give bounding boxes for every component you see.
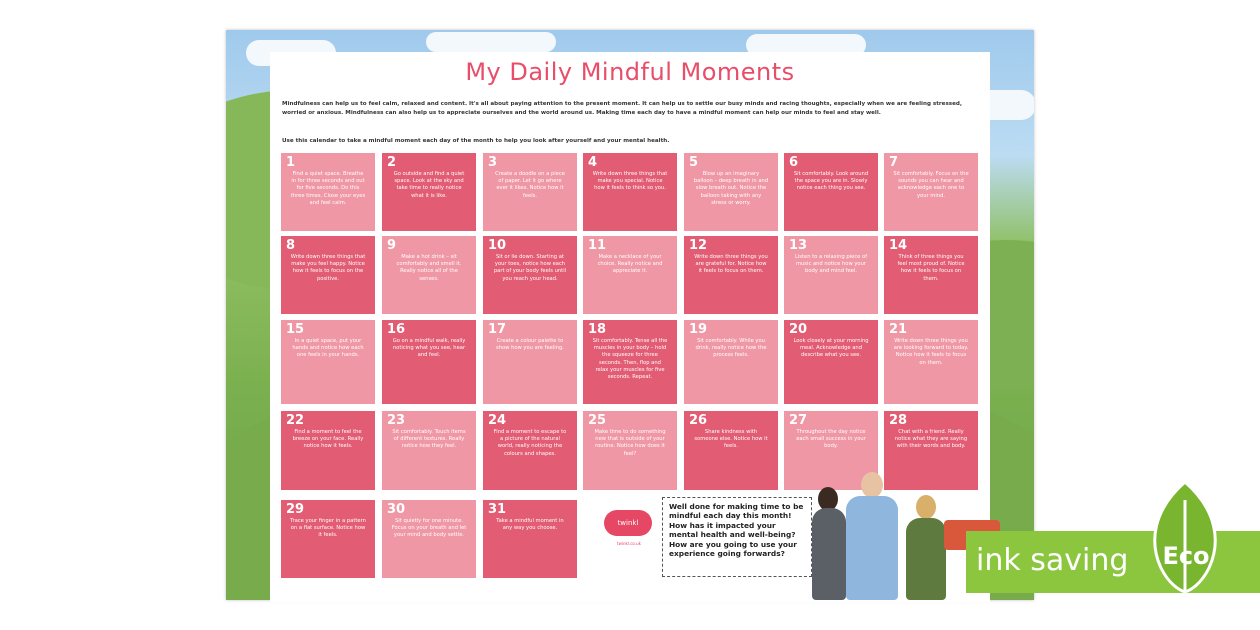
day-cell bbox=[784, 153, 878, 231]
day-cell bbox=[483, 500, 577, 578]
day-number: 1 bbox=[286, 155, 296, 170]
day-number: 30 bbox=[387, 502, 406, 517]
day-number: 17 bbox=[488, 322, 507, 337]
day-cell bbox=[784, 320, 878, 404]
brand-logo: twinkl bbox=[604, 510, 652, 536]
cloud bbox=[426, 32, 556, 52]
day-activity: Create a doodle on a piece of paper. Let it go where ever it likes. Notice how it feels. bbox=[495, 171, 565, 199]
day-number: 25 bbox=[588, 413, 607, 428]
day-cell bbox=[583, 411, 677, 490]
day-number: 13 bbox=[789, 238, 808, 253]
day-cell bbox=[483, 411, 577, 490]
day-number: 31 bbox=[488, 502, 507, 517]
day-number: 27 bbox=[789, 413, 808, 428]
day-activity: Sit comfortably. Focus on the sounds you can hear and acknowledge each one to your mind. bbox=[893, 171, 969, 199]
day-cell bbox=[884, 236, 978, 314]
brand-tagline: twinkl.co.uk bbox=[617, 541, 641, 546]
day-number: 8 bbox=[286, 238, 296, 253]
day-cell bbox=[684, 236, 778, 314]
person-head bbox=[861, 472, 883, 498]
day-number: 28 bbox=[889, 413, 908, 428]
day-cell bbox=[483, 153, 577, 231]
day-activity: Write down three things you are grateful for. Notice how it feels to focus on them. bbox=[694, 254, 768, 275]
day-activity: Find a quiet space. Breathe in for three seconds and out for five seconds. Do this three times. Close your eyes and feel calm. bbox=[290, 171, 366, 206]
day-cell bbox=[483, 320, 577, 404]
day-activity: Take a mindful moment in any way you choose. bbox=[496, 518, 564, 532]
day-number: 16 bbox=[387, 322, 406, 337]
day-cell bbox=[583, 153, 677, 231]
day-activity: Make a necklace of your choice. Really notice and appreciate it. bbox=[597, 254, 663, 275]
day-number: 18 bbox=[588, 322, 607, 337]
day-number: 12 bbox=[689, 238, 708, 253]
day-activity: Write down three things that make you special. Notice how it feels to think so you. bbox=[592, 171, 668, 192]
day-number: 26 bbox=[689, 413, 708, 428]
day-number: 15 bbox=[286, 322, 305, 337]
day-number: 9 bbox=[387, 238, 397, 253]
leaf-icon bbox=[1147, 480, 1223, 598]
day-cell bbox=[382, 500, 476, 578]
day-cell bbox=[382, 320, 476, 404]
eco-label: Eco bbox=[1162, 542, 1210, 570]
day-activity: Trace your finger in a pattern on a flat surface. Notice how it feels. bbox=[290, 518, 366, 539]
day-activity: Write down three things you are looking forward to today. Notice how it feels to focus on them. bbox=[893, 338, 969, 366]
ink-saving-text: ink saving bbox=[976, 543, 1129, 578]
day-cell bbox=[382, 411, 476, 490]
day-activity: Throughout the day notice each small success in your body. bbox=[796, 429, 866, 450]
day-cell bbox=[281, 411, 375, 490]
day-activity: Go on a mindful walk, really noticing what you see, hear and feel. bbox=[392, 338, 466, 359]
day-activity: Find a moment to escape to a picture of the natural world, really noticing the colours and shapes. bbox=[493, 429, 567, 457]
day-cell bbox=[884, 320, 978, 404]
day-number: 19 bbox=[689, 322, 708, 337]
day-number: 24 bbox=[488, 413, 507, 428]
day-activity: Sit comfortably. Look around the space you are in. Slowly notice each thing you see. bbox=[793, 171, 869, 192]
person-head bbox=[916, 495, 936, 519]
day-number: 5 bbox=[689, 155, 699, 170]
day-activity: Sit quietly for one minute. Focus on your breath and let your mind and body settle. bbox=[391, 518, 467, 539]
day-cell bbox=[483, 236, 577, 314]
day-number: 29 bbox=[286, 502, 305, 517]
day-cell bbox=[684, 411, 778, 490]
instruction-text: Use this calendar to take a mindful moment each day of the month to help you look after yourself and your mental health. bbox=[282, 138, 670, 144]
day-cell bbox=[281, 500, 375, 578]
day-number: 20 bbox=[789, 322, 808, 337]
day-number: 3 bbox=[488, 155, 498, 170]
page-title: My Daily Mindful Moments bbox=[465, 58, 795, 86]
day-cell bbox=[382, 236, 476, 314]
day-activity: Find a moment to feel the breeze on your face. Really notice how it feels. bbox=[292, 429, 364, 450]
day-cell bbox=[684, 320, 778, 404]
day-cell bbox=[884, 153, 978, 231]
day-activity: Chat with a friend. Really notice what they are saying with their words and body. bbox=[894, 429, 968, 450]
day-cell bbox=[784, 236, 878, 314]
day-number: 22 bbox=[286, 413, 305, 428]
day-number: 7 bbox=[889, 155, 899, 170]
day-cell bbox=[583, 236, 677, 314]
day-activity: Sit comfortably. While you drink, really notice how the process feels. bbox=[695, 338, 767, 359]
day-activity: Create a colour palette to show how you are feeling. bbox=[496, 338, 564, 352]
day-cell bbox=[583, 320, 677, 404]
day-activity: Look closely at your morning meal. Acknowledge and describe what you see. bbox=[793, 338, 869, 359]
day-cell bbox=[884, 411, 978, 490]
day-cell bbox=[684, 153, 778, 231]
day-activity: Sit comfortably. Tense all the muscles in your body – hold the squeeze for three seconds. Then, flop and relax your muscles for five seconds. Repeat. bbox=[592, 338, 668, 381]
day-cell bbox=[281, 153, 375, 231]
day-activity: Make time to do something new that is outside of your routine. Notice how does it feel? bbox=[594, 429, 666, 457]
person-body bbox=[906, 518, 946, 600]
day-activity: Share kindness with someone else. Notice how it feels. bbox=[694, 429, 768, 450]
intro-paragraph: Mindfulness can help us to feel calm, relaxed and content. It's all about paying attention to the present moment. It can help us to settle our busy minds and racing thoughts, especially when we are feeling stressed, worried or anxious. Mindfulness can also help us to appreciate ourselves and the world around us. Making time each day to have a mindful moment can help our minds to feel and stay well. bbox=[282, 101, 963, 116]
day-activity: Sit comfortably. Touch items of different textures. Really notice how they feel. bbox=[392, 429, 466, 450]
day-number: 21 bbox=[889, 322, 908, 337]
day-number: 2 bbox=[387, 155, 397, 170]
day-activity: Sit or lie down. Starting at your toes, notice how each part of your body feels until you reach your head. bbox=[493, 254, 567, 282]
day-number: 6 bbox=[789, 155, 799, 170]
day-number: 4 bbox=[588, 155, 598, 170]
day-activity: Blow up an imaginary balloon – deep breath in and slow breath out. Notice the balloon taking with any stress or worry. bbox=[693, 171, 769, 206]
day-cell bbox=[281, 236, 375, 314]
person-body bbox=[846, 496, 898, 600]
day-activity: Write down three things that make you feel happy. Notice how it feels to focus on the positive. bbox=[290, 254, 366, 282]
day-number: 11 bbox=[588, 238, 607, 253]
person-body bbox=[812, 508, 846, 600]
day-activity: Go outside and find a quiet space. Look at the sky and take time to really notice what it is like. bbox=[393, 171, 465, 199]
day-cell bbox=[281, 320, 375, 404]
day-activity: In a quiet space, put your hands and notice how each one feels in your hands. bbox=[292, 338, 364, 359]
day-activity: Think of three things you feel most proud of. Notice how it feels to focus on them. bbox=[897, 254, 965, 282]
day-number: 10 bbox=[488, 238, 507, 253]
closing-message: Well done for making time to be mindful each day this month! How has it impacted your mental health and well-being? How are you going to use your experience going forwards? bbox=[662, 497, 812, 577]
day-number: 14 bbox=[889, 238, 908, 253]
day-activity: Make a hot drink – sit comfortably and smell it. Really notice all of the senses. bbox=[396, 254, 462, 282]
day-cell bbox=[382, 153, 476, 231]
day-activity: Listen to a relaxing piece of music and notice how your body and mind feel. bbox=[794, 254, 868, 275]
day-number: 23 bbox=[387, 413, 406, 428]
